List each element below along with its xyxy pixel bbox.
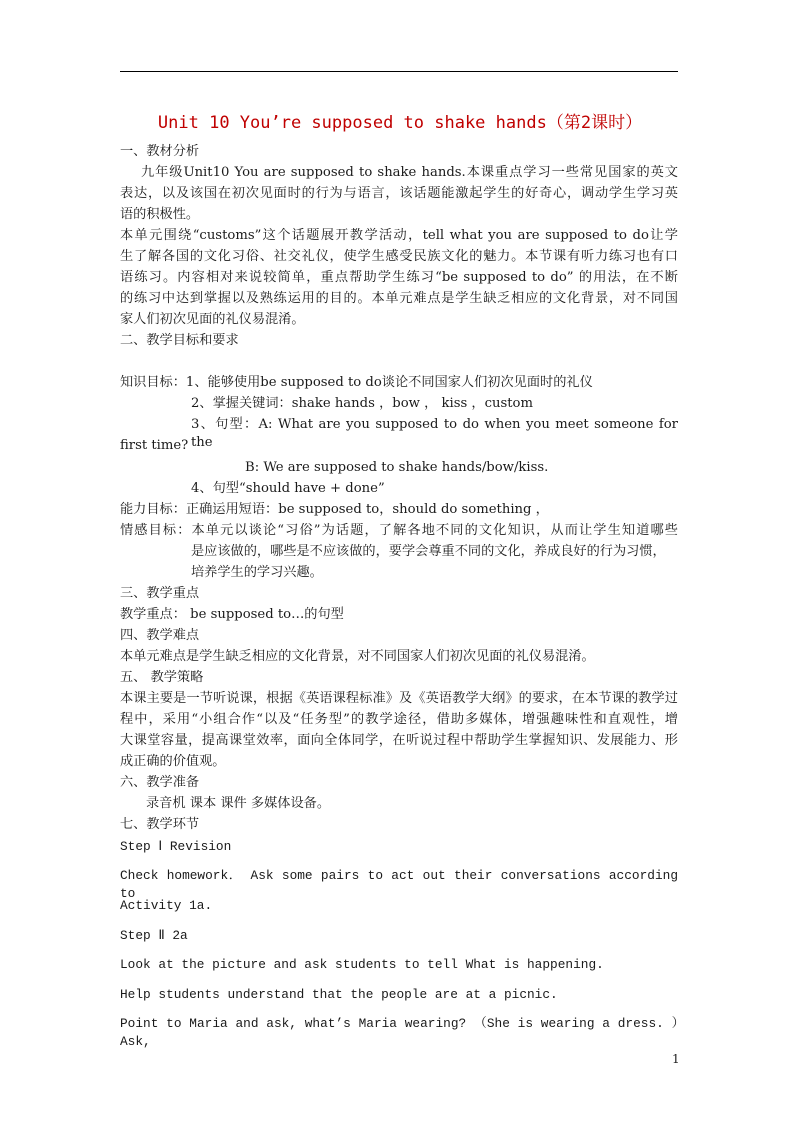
step-heading: Step Ⅱ 2a	[120, 928, 188, 943]
knowledge-goal-item: B: We are supposed to shake hands/bow/kiss.	[245, 460, 549, 475]
knowledge-goal-item: first time?	[120, 438, 189, 453]
knowledge-goal-item: 3、句型：A: What are you supposed to do when you meet someone for the	[191, 417, 678, 450]
paragraph-line: Check homework． Ask some pairs to act out their conversations according to	[120, 868, 678, 901]
paragraph-line: 本单元难点是学生缺乏相应的文化背景，对不同国家人们初次见面的礼仪易混淆。	[120, 649, 595, 664]
knowledge-goal-item: 4、句型“should have + done”	[191, 481, 385, 496]
emotion-goal-line: 培养学生的学习兴趣。	[191, 565, 323, 580]
paragraph-line: 的练习中达到掌握以及熟练运用的目的。本单元难点是学生缺乏相应的文化背景，对不同国	[120, 291, 678, 306]
section-heading-6: 六、教学准备	[120, 775, 200, 790]
emotion-goal-line: 情感目标：本单元以谈论“习俗”为话题，了解各地不同的文化知识，从而让学生知道哪些	[120, 523, 678, 538]
paragraph-line: 录音机 课本 课件 多媒体设备。	[146, 796, 331, 811]
page-number: 1	[672, 1052, 680, 1066]
paragraph-line: 本课主要是一节听说课，根据《英语课程标准》及《英语教学大纲》的要求，在本节课的教学过	[120, 691, 678, 706]
section-heading-3: 三、教学重点	[120, 586, 200, 601]
section-heading-7: 七、教学环节	[120, 817, 200, 832]
ability-goal-line: 能力目标：正确运用短语：be supposed to，should do something ，	[120, 502, 549, 517]
section-heading-4: 四、教学难点	[120, 628, 200, 643]
paragraph-line: 九年级Unit10 You are supposed to shake hands.本课重点学习一些常见国家的英文	[141, 165, 678, 180]
paragraph-line: Point to Maria and ask, what’s Maria wearing? （She is wearing a dress. ）Ask,	[120, 1016, 678, 1049]
paragraph-line: 生了解各国的文化习俗、社交礼仪，使学生感受民族文化的魅力。本节课有听力练习也有口	[120, 249, 678, 264]
paragraph-line: 成正确的价值观。	[120, 754, 226, 769]
header-rule	[120, 71, 678, 72]
section-heading-2: 二、教学目标和要求	[120, 333, 239, 348]
paragraph-line: 本单元围绕“customs”这个话题展开教学活动，tell what you are supposed to do让学	[120, 228, 678, 243]
paragraph-line: 教学重点： be supposed to…的句型	[120, 607, 344, 622]
paragraph-line: 语的积极性。	[120, 207, 200, 222]
paragraph-line: Help students understand that the people are at a picnic.	[120, 987, 558, 1002]
paragraph-line: 语练习。内容相对来说较简单，重点帮助学生练习“be supposed to do” 的用法，在不断	[120, 270, 678, 285]
paragraph-line: Activity 1a.	[120, 898, 213, 913]
paragraph-line: Look at the picture and ask students to tell What is happening.	[120, 957, 604, 972]
paragraph-line: 家人们初次见面的礼仪易混淆。	[120, 312, 305, 327]
knowledge-goal-item: 2、掌握关键词：shake hands ，bow ， kiss ，custom	[191, 396, 534, 411]
emotion-goal-line: 是应该做的，哪些是不应该做的，要学会尊重不同的文化，养成良好的行为习惯，	[191, 544, 666, 559]
section-heading-1: 一、教材分析	[120, 144, 200, 159]
knowledge-goal-line: 知识目标：1、能够使用be supposed to do谈论不同国家人们初次见面时的礼仪	[120, 375, 593, 390]
step-heading: Step Ⅰ Revision	[120, 839, 232, 854]
section-heading-5: 五、 教学策略	[120, 670, 204, 685]
paragraph-line: 大课堂容量，提高课堂效率，面向全体同学，在听说过程中帮助学生掌握知识、发展能力、形	[120, 733, 678, 748]
paragraph-line: 程中，采用“小组合作“以及“任务型”的教学途径，借助多媒体，增强趣味性和直观性，增	[120, 712, 678, 727]
document-title: Unit 10 You’re supposed to shake hands（第2课时）	[157, 113, 643, 133]
paragraph-line: 表达，以及该国在初次见面时的行为与语言，该话题能激起学生的好奇心，调动学生学习英	[120, 186, 678, 201]
